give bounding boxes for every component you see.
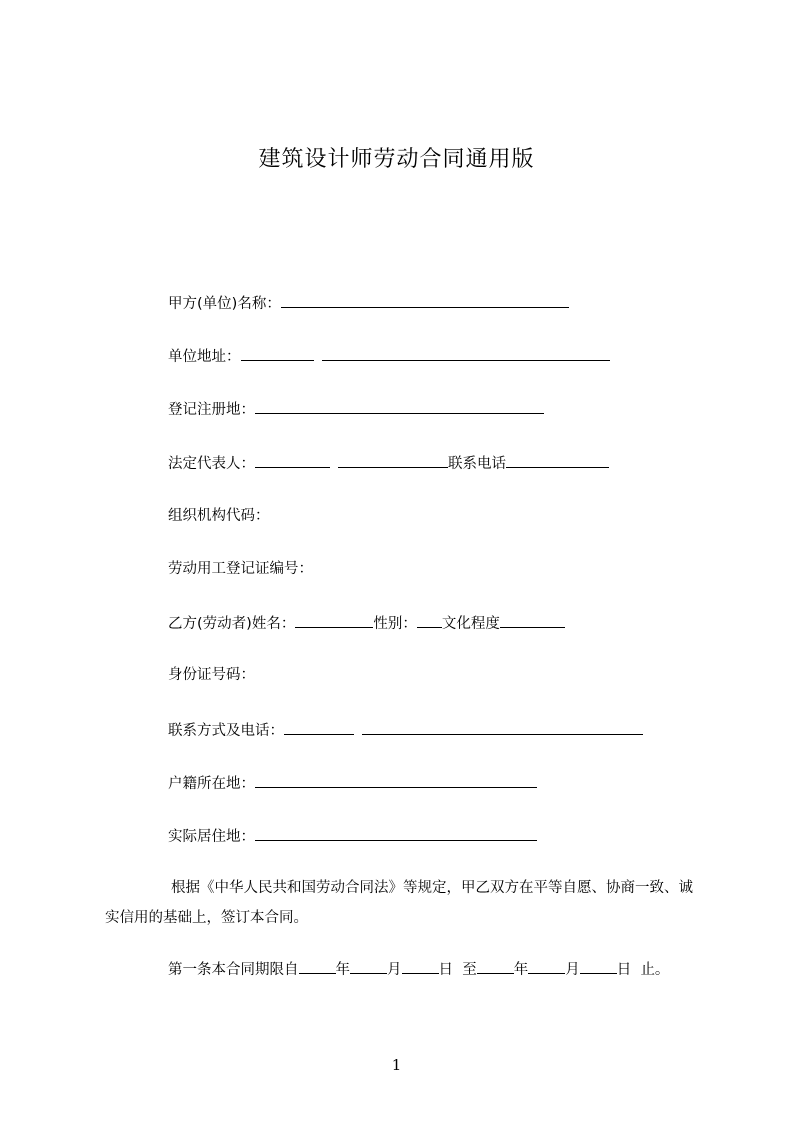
party-b-name-label: 乙方(劳动者)姓名： — [168, 616, 296, 632]
contact-method-row — [168, 719, 643, 741]
start-day-blank[interactable] — [402, 958, 439, 974]
party-a-name-row — [168, 292, 569, 314]
end-day-label: 日 — [616, 962, 632, 978]
legal-rep-blank-1[interactable] — [255, 452, 330, 468]
education-label: 文化程度 — [441, 616, 500, 632]
org-code-label: 组织机构代码： — [168, 508, 270, 524]
end-month-label: 月 — [565, 962, 580, 978]
labor-reg-label: 劳动用工登记证编号： — [168, 561, 313, 577]
end-label: 止。 — [640, 962, 670, 978]
end-year-label: 年 — [513, 962, 529, 978]
start-month-blank[interactable] — [350, 958, 387, 974]
intro-paragraph-text: 根据《中华人民共和国劳动合同法》等规定，甲乙双方在平等自愿、协商一致、诚实信用的基础上，签订本合同。 — [105, 880, 693, 926]
end-month-blank[interactable] — [528, 958, 565, 974]
year-label: 年 — [335, 962, 350, 978]
article-1-prefix: 第一条本合同期限自 — [168, 962, 299, 978]
legal-rep-blank-2[interactable] — [338, 452, 448, 468]
actual-residence-blank[interactable] — [255, 825, 537, 841]
household-reg-row — [168, 772, 537, 794]
unit-address-label: 单位地址： — [168, 349, 241, 365]
registered-address-row — [168, 398, 544, 420]
contact-method-label: 联系方式及电话： — [168, 723, 284, 739]
article-1 — [168, 958, 669, 980]
labor-reg-row — [168, 559, 313, 579]
gender-label: 性别： — [373, 616, 417, 632]
legal-rep-row — [168, 452, 609, 474]
unit-address-blank-2[interactable] — [322, 345, 610, 361]
actual-residence-label: 实际居住地： — [168, 829, 255, 845]
unit-address-blank-1[interactable] — [241, 345, 314, 361]
contact-phone-blank[interactable] — [506, 452, 609, 468]
party-b-name-blank[interactable] — [295, 612, 373, 628]
gender-blank[interactable] — [417, 612, 442, 628]
actual-residence-row — [168, 825, 537, 847]
org-code-row — [168, 506, 270, 526]
intro-paragraph — [105, 873, 707, 933]
contact-method-blank-1[interactable] — [284, 719, 354, 735]
start-year-blank[interactable] — [299, 958, 336, 974]
registered-address-label: 登记注册地： — [168, 402, 255, 418]
document-title: 建筑设计师劳动合同通用版 — [258, 147, 535, 172]
id-number-label: 身份证号码： — [168, 667, 255, 683]
day-label: 日 — [438, 962, 453, 978]
party-a-name-blank[interactable] — [281, 292, 569, 308]
end-day-blank[interactable] — [580, 958, 617, 974]
party-a-name-label: 甲方(单位)名称： — [168, 296, 281, 312]
legal-rep-label: 法定代表人： — [168, 456, 255, 472]
household-reg-label: 户籍所在地： — [168, 776, 255, 792]
id-number-row — [168, 665, 255, 685]
month-label: 月 — [387, 962, 402, 978]
household-reg-blank[interactable] — [255, 772, 537, 788]
contact-phone-label: 联系电话 — [448, 456, 506, 472]
to-label: 至 — [462, 962, 477, 978]
registered-address-blank[interactable] — [255, 398, 544, 414]
education-blank[interactable] — [500, 612, 565, 628]
end-year-blank[interactable] — [477, 958, 514, 974]
page-number: 1 — [391, 1056, 402, 1074]
party-b-row — [168, 612, 565, 634]
contact-method-blank-2[interactable] — [362, 719, 643, 735]
unit-address-row — [168, 345, 610, 367]
